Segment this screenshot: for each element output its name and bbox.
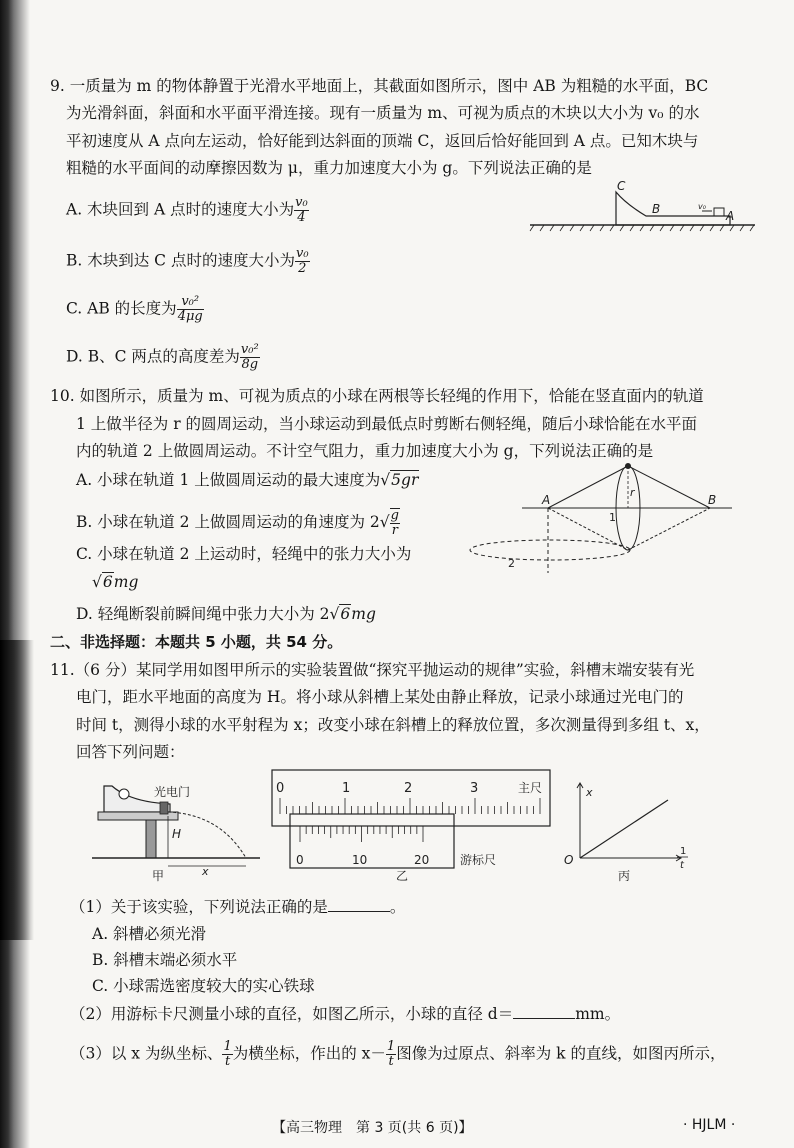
unit: mg (113, 573, 139, 591)
incline-block (616, 192, 730, 225)
sqrt-radicand: 6 (340, 605, 351, 623)
q9-line4: 粗糙的水平面间的动摩擦因数为 μ，重力加速度大小为 g。下列说法正确的是 (66, 159, 592, 177)
vernier-tick-20: 20 (414, 853, 430, 867)
sqrt-radicand: 5gr (391, 471, 419, 489)
q11-part2-unit: mm。 (575, 1005, 621, 1023)
q9-option-a-text: A. 木块回到 A 点时的速度大小为 (66, 200, 295, 219)
track-2 (470, 540, 630, 560)
q10-option-c-cont: √6mg (92, 573, 139, 591)
main-tick-0: 0 (276, 781, 285, 796)
label-v0: v₀ (698, 202, 706, 211)
answer-blank-2[interactable] (513, 1004, 575, 1019)
q9-option-d (66, 343, 260, 372)
q10-line1: 10. 如图所示，质量为 m、可视为质点的小球在两根等长轻绳的作用下，恰能在竖直面内的轨道 (50, 387, 704, 405)
fig-yi-caliper (270, 766, 552, 882)
vernier-ticks (300, 826, 423, 842)
scan-shadow-edge (0, 0, 30, 1148)
section-2-heading: 二、非选择题：本题共 5 小题，共 54 分。 (50, 633, 343, 651)
q11-part1-end: 。 (389, 898, 406, 916)
denominator: 4 (297, 210, 306, 225)
q9-option-c (66, 295, 204, 324)
caption-yi: 乙 (396, 869, 409, 883)
q10-option-d-text: D. 轻绳断裂前瞬间绳中张力大小为 2 (76, 605, 330, 623)
main-scale (272, 770, 550, 826)
vernier-scale (290, 814, 454, 868)
denominator: 4μg (177, 309, 203, 324)
q11-part1-option-c: C. 小球需选密度较大的实心铁球 (92, 977, 315, 995)
caption-bing: 丙 (618, 869, 631, 883)
denominator: t (224, 1054, 231, 1069)
q9-option-b-text: B. 木块到达 C 点时的速度大小为 (66, 251, 295, 270)
data-line (580, 800, 668, 858)
q10-option-b: B. 小球在轨道 2 上做圆周运动的角速度为 2√ $\frac{g}{r}$ (76, 508, 399, 538)
fig-jia-apparatus (90, 772, 270, 882)
q11-part3-text-c: 图像为过原点、斜率为 k 的直线，如图丙所示， (396, 1044, 726, 1063)
q9-option-d-text: D. B、C 两点的高度差为 (66, 347, 240, 366)
q10-circle-figure (470, 458, 760, 578)
fraction (386, 1040, 396, 1069)
q10-option-b-text: B. 小球在轨道 2 上做圆周运动的角速度为 2 (76, 513, 380, 531)
q10-option-a: A. 小球在轨道 1 上做圆周运动的最大速度为√5gr (76, 471, 419, 489)
fraction (295, 247, 310, 276)
q9-incline-figure (530, 180, 770, 236)
sqrt-radicand: 6 (102, 573, 113, 591)
publisher-tag: · HJLM · (683, 1117, 736, 1133)
origin-label: O (564, 853, 574, 867)
label-a: A (542, 493, 551, 507)
q11-part3 (70, 1040, 725, 1069)
fraction (240, 343, 260, 372)
q9-line2: 为光滑斜面，斜面和水平面平滑连接。现有一质量为 m、可视为质点的木块以大小为 v₀ 的水 (66, 104, 700, 122)
vernier-tick-10: 10 (352, 853, 368, 867)
denominator: r (391, 523, 398, 538)
x-label-num: 1 (680, 846, 687, 857)
label-b: B (708, 493, 717, 507)
fraction (294, 196, 309, 225)
label-photogate: 光电门 (154, 785, 191, 799)
ground-hatch (530, 225, 754, 231)
label-x: x (202, 865, 209, 878)
label-track-1: 1 (609, 511, 616, 524)
q10-option-d: D. 轻绳断裂前瞬间绳中张力大小为 2√6mg (76, 605, 376, 623)
ball (625, 463, 631, 469)
main-tick-3: 3 (470, 781, 479, 796)
numerator: v₀ (295, 246, 309, 261)
q10-line3: 内的轨道 2 上做圆周运动。不计空气阻力，重力加速度大小为 g，下列说法正确的是 (76, 442, 654, 460)
scan-shadow-edge-dark (0, 640, 34, 940)
main-scale-label: 主尺 (518, 781, 543, 795)
numerator: 1 (223, 1039, 232, 1054)
numerator: g (390, 508, 399, 523)
table-leg (146, 820, 156, 858)
denominator: 8g (241, 357, 259, 372)
main-tick-1: 1 (342, 781, 351, 796)
q11-part1-option-a: A. 斜槽必须光滑 (92, 925, 207, 943)
q11-part1-text: （1）关于该实验，下列说法正确的是 (70, 898, 328, 916)
q11-line1: 11.（6 分）某同学用如图甲所示的实验装置做“探究平抛运动的规律”实验，斜槽末端安装有光 (50, 661, 695, 679)
vernier-label: 游标尺 (460, 853, 497, 867)
q10-option-c: C. 小球在轨道 2 上运动时，轻绳中的张力大小为 (76, 545, 412, 563)
fig-bing-graph (556, 780, 696, 884)
q10-option-a-text: A. 小球在轨道 1 上做圆周运动的最大速度为 (76, 471, 381, 489)
q9-line1: 9. 一质量为 m 的物体静置于光滑水平地面上，其截面如图所示，图中 AB 为粗糙的水平面，BC (50, 77, 709, 95)
q11-part1 (70, 897, 405, 917)
label-r: r (630, 486, 635, 499)
q11-part3-text-a: （3）以 x 为纵坐标、 (70, 1044, 223, 1063)
denominator: t (388, 1054, 394, 1069)
numerator: v₀ (295, 195, 308, 210)
q11-part2-text: （2）用游标卡尺测量小球的直径，如图乙所示，小球的直径 d＝ (70, 1005, 514, 1023)
x-label-den: t (680, 860, 684, 871)
q9-option-a (66, 196, 309, 225)
q10-line2: 1 上做半径为 r 的圆周运动，当小球运动到最低点时剪断右侧轻绳，随后小球恰能在水平面 (76, 415, 698, 433)
small-block (714, 208, 724, 216)
photogate (160, 802, 168, 814)
q9-option-c-text: C. AB 的长度为 (66, 299, 177, 318)
q11-part1-option-b: B. 斜槽末端必须水平 (92, 951, 238, 969)
answer-blank-1[interactable] (328, 897, 390, 912)
q11-line3: 时间 t，测得小球的水平射程为 x；改变小球在斜槽上的释放位置，多次测量得到多组 t、x， (76, 716, 710, 734)
ball (119, 789, 129, 799)
label-track-2: 2 (508, 557, 515, 570)
q11-line2: 电门，距水平地面的高度为 H。将小球从斜槽上某处由静止释放，记录小球通过光电门的 (76, 688, 684, 706)
caption-jia: 甲 (152, 869, 165, 883)
q11-line4: 回答下列问题： (76, 743, 185, 761)
q9-option-b (66, 247, 310, 276)
page-footer: 【高三物理 第 3 页(共 6 页)】 (272, 1120, 473, 1136)
q9-line3: 平初速度从 A 点向左运动，恰好能到达斜面的顶端 C，返回后恰好能回到 A 点。已知木块与 (66, 132, 699, 150)
label-c: C (617, 179, 626, 193)
numerator: 1 (386, 1039, 396, 1054)
numerator: v₀² (177, 295, 204, 310)
q11-part2 (70, 1004, 620, 1024)
main-tick-2: 2 (404, 781, 413, 796)
label-a: A (726, 209, 735, 223)
denominator: 2 (298, 261, 307, 276)
fraction (222, 1040, 232, 1069)
label-b: B (652, 202, 661, 216)
numerator: v₀² (240, 342, 259, 357)
fraction (390, 508, 400, 538)
vernier-tick-0: 0 (296, 853, 304, 867)
y-label: x (586, 786, 593, 799)
q11-part3-text-b: 为横坐标，作出的 x－ (232, 1044, 386, 1063)
unit: mg (351, 605, 376, 623)
main-scale-ticks (280, 798, 540, 814)
label-h: H (172, 827, 182, 841)
fraction (177, 295, 204, 324)
